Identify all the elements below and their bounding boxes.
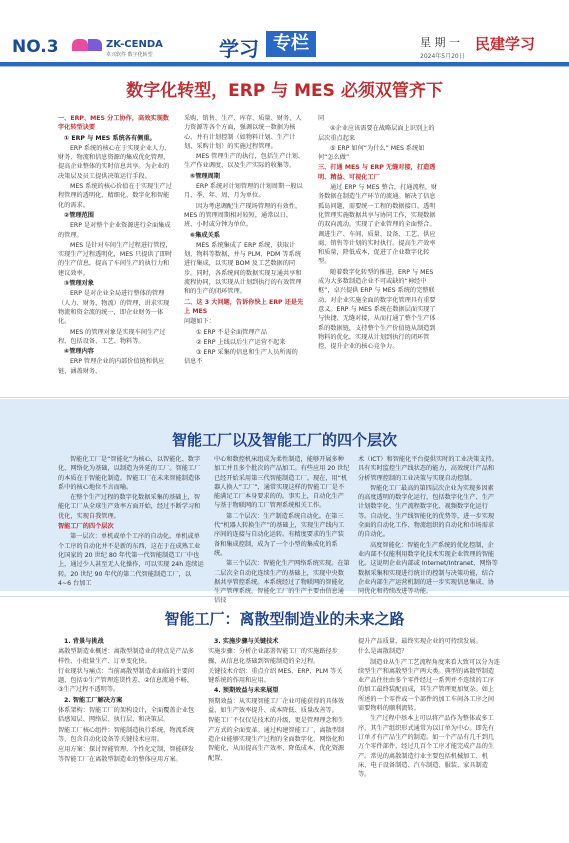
paragraph: 第一层次：单机或单个工序的自动化。单机或单个工序的自动化并不是新的东西，这在于在成熟工业化国家的 20 世纪 80 年代第一代智能制造工厂中也上，通过少人甚至无人化操作，可以实现 24h 连续运转。20 世纪 90 年代的第二代智能制造工厂，以 4~6 台加工	[58, 533, 204, 587]
point-heading: 3. 实施步骤与关键技术	[214, 638, 279, 645]
divider	[0, 397, 569, 398]
paragraph: ERP 系统的核心在于实现企业人力、财务、物流和信息资源的集成优化管理，提高企业整体的实时信息共享。为企业的决策层及员工提供决策运行手段。	[58, 144, 171, 180]
paragraph: 实施步骤：分析企业部署智能工厂的实施路径步骤，从信息化基础到智能制造的全过程。	[208, 648, 338, 665]
brand-logo-mark-icon	[88, 39, 102, 51]
paragraph: MES 管理生产的执行，包括生产计划、生产作业调度，以及生产实际的收集等。	[184, 153, 304, 170]
point-heading: ① ERP 与 MES 系统各有侧重。	[64, 134, 156, 142]
paragraph: 预期效益：从实现智能工厂企业可能获得的具体效益，如生产效率提升、成本降低、质量改善等。	[208, 697, 345, 715]
paragraph: 应用方案：探讨智能管理、个性化定制、智能研发等智能工厂在离散型制造业的整体应用方案。	[58, 746, 195, 763]
article-1-column-2	[184, 114, 304, 368]
paragraph: ERP 是对整个企业资源进行全面集成的管理。	[58, 222, 171, 239]
paragraph: 关键技术介绍：重点介绍 MES、ERP、PLM 等关键系统的作用和应用。	[208, 667, 343, 685]
paragraph: MES 是针对车间生产过程进行管控，实现生产过程透明化，MES 只提供了即时的生产信息，提高了车间生产的执行力和建议效率。	[58, 241, 173, 277]
paragraph: 离散型制造业概述：离散型制造业的特点是产品多样性、小批量生产、订单变化快。	[58, 648, 195, 665]
point-heading: 2. 智能工厂解决方案	[64, 696, 123, 704]
point-heading: 1. 背景与挑战	[64, 638, 104, 645]
point-heading: ③管理对象	[64, 280, 94, 288]
divider	[0, 596, 569, 597]
paragraph: 因为考虑调配生产现场管理的有效性，MES 的管理周期相对较短，通常以日、班、小时或分钟为单位。	[184, 202, 302, 229]
paragraph: 采购、销售、生产、库存、质量、财务、人力资源等各个方面，强调以统一数据为核心，并有计划控制（如物料计划、生产计划、采购计划）的实施过程管理。	[184, 115, 302, 150]
section-tag: 专栏	[266, 31, 316, 57]
paragraph: 第二个层次：生产制造系统自动化。在第三代“机器人转换生产”的基础上，实现生产线内工序间的连接与自动化运转。有精度要求的生产装备和集成控制，成为了一个小型的集成化的系统。	[214, 512, 345, 557]
article-3-column-1	[58, 637, 198, 765]
paragraph: 问题如下：	[184, 318, 215, 326]
point-heading: ⑤管理周期	[190, 172, 220, 180]
paragraph: ④企业应该需要在战略层面上识别上的层次重点起来	[318, 125, 435, 142]
issue-date: 2024年5月20日	[420, 53, 465, 60]
section-name: 学习	[219, 37, 259, 61]
paragraph: 智能工厂核心组件：智能制造执行系统、物流系统等、包含自动化设备等关键技术应用。	[58, 726, 195, 743]
subheading: 智能工厂的四个层次	[58, 523, 114, 531]
article-3-column-2	[208, 637, 348, 764]
point-heading: ②管理范围	[64, 211, 94, 219]
paragraph: 术（ICT）和智能化平台提供实时的工业决策支持。具有实时监控生产线状态的能力，高效统计产品和分析管理控制的工业决策与实现自动控制。	[358, 456, 498, 482]
paragraph: 同	[318, 115, 325, 122]
article-1-column-1	[58, 114, 174, 377]
point-heading: 4. 预期效益与未来展望	[214, 687, 279, 695]
brand-name: ZK-CENDA	[106, 39, 163, 50]
subheading: 二、这 3 大问题，告诉你快上 ERP 还是先上 MES	[184, 298, 304, 315]
paragraph: ERP 是对企业全局进行整体的管理（人力、财务、物流）的管理，讲求实现物流和资金流的统一，即企业财务一体化。	[58, 290, 170, 326]
paragraph: ERP 系统对计划管理的计划周期一般以月、季、年、周、月为单位。	[184, 183, 303, 200]
header-rule-thin	[0, 66, 569, 67]
issue-number: NO.3	[12, 37, 59, 57]
paragraph: ERP 管理企业的内部价值链和供应链，涵盖财务、	[58, 358, 165, 375]
article-2-title: 智能工厂以及智能工厂的四个层次	[171, 431, 397, 449]
paragraph: ⑤ ERP 如何“为什么” MES 系统如何“怎么做”	[318, 144, 425, 162]
paragraph: MES 系统的核心价值在于实现生产过程管理的透明化、精细化、数字化和智能化的需求。	[58, 183, 172, 209]
paragraph: MES 系统集成了 ERP 系统，获取计划、物料等数据，并与 PLM、PDM 等系统进行集成，以实现 BOM 及工艺数据的同步。同时，各系统间的数据实现互通共享和流程协同，以实现从计划到执行的有效管理和的生产的闭环管理。	[184, 241, 302, 296]
column-name: 民建学习	[475, 35, 536, 53]
subheading: 一、ERP、MES 分工协作，高效实现数字化转型诀要	[58, 115, 169, 132]
point-heading: ⑥集成关系	[190, 231, 220, 239]
article-2-column-1	[58, 455, 206, 589]
article-2-column-2	[214, 455, 350, 607]
paragraph: 生产过程中基本上可以将产品作为整体或多工序，其生产组织形式通常为以订单为中心。即先有订单才有产品生产的制造。如一个产品有几千到几万个零件部件，经过几百个工序才能完成产品的生产。常见的离散制造行业主要包括机械加工、机床、电子设备制造、汽车制造、服装、家具制造等。	[358, 715, 495, 779]
paragraph: 体系架构：智能工厂的架构设计，全面覆盖企业包括感知层、网络层、执行层、和决策层。	[58, 707, 195, 724]
article-3-column-3	[358, 637, 500, 780]
article-1-column-3	[318, 114, 438, 352]
paragraph: 高度智能化：智能化生产系统的优化控制，企业内部不仅能利用数字化技术实现企业管理的智能化。这说明企业内部或 Internet/Intranet、网络等数据采集和实现进行统计的控制与决策功能，结合企业内部生产运营机制的进一步实现信息集成、协同优化和持续改进等功能。	[358, 541, 498, 596]
brand-logo-icon	[72, 39, 88, 51]
paragraph: 什么是离散制造？	[358, 648, 408, 656]
paragraph: 制造业从生产工艺流程角度来看大致可以分为连续型生产和离散型生产两大类。典型的离散型制造业产品往往由多个零件经过一系列并不连续的工序的加工最终装配而成，其生产管理更加复杂。如上所述的一个零件或一个部件的加工车间各工序之间需要物料的顺利流转。	[358, 658, 500, 713]
paragraph: ① ERP 不是全面管理产品	[196, 328, 267, 336]
article-2-column-3	[358, 455, 498, 597]
point-heading: ④管理内容	[64, 348, 94, 356]
paragraph: 在整个生产过程的数字化数据采集的基础上，智能化工厂从全球生产效率方面开始，经过不断学习和优化，实现自我管理。	[58, 494, 201, 520]
paragraph: 随着数字化转型的推进，ERP 与 MES 成为大多数制造企业不可或缺的“神经中枢”，卓兴提供 ERP 与 MES 系统的完整联动，对企业实施全面的数字化管理具有重要意义。ERP 与 MES 系统在数据层面实现了与快捷、无缝对接，从而打通了整个生产体系的数据链，支持整个生产价值链从制造到物料的优化，实现从计划到执行的闭环管控，提升企业的核心竞争力。	[318, 268, 436, 351]
article-3-title: 智能工厂：离散型制造业的未来之路	[164, 610, 405, 628]
article-1-title: 数字化转型，ERP 与 MES 必须双管齐下	[126, 81, 443, 101]
subheading: 三、打通 MES 与 ERP 无缝对接，打造透明、精益、可视化工厂	[318, 164, 436, 181]
paragraph: MES 的管理对象是实现车间生产过程，包括设备、工艺、物料等。	[58, 328, 166, 345]
paragraph: 智能工厂不仅仅是技术的升级，更是管理理念和生产方式的全面变革。通过构建智能工厂，离散型制造企业能够实现生产过程的全面数字化、网络化和智能化，从而提高生产效率、降低成本、优化资源配置、	[208, 717, 345, 762]
paragraph: 中心和数控机床组成为柔性制造，能够开展多种加工并且多个批次的产品加工。有些应用 20 世纪已经开始采用第三代智能制造工厂。现在，用“机器人换人”工厂”，通常实现这样的智能工厂是不能满足工厂本身要求的的。事实上，自动化生产与基于物联网的工厂管理系统相关工作。	[214, 456, 350, 510]
paragraph: 第三个层次：智能化生产网络系统实现。在第二层次全自动化连续生产的基础上，实现中央数据共享管控系统。本系统经过了物联网的智能化生产管理系统。智能化工厂的生产主要由信息通信技	[214, 560, 350, 605]
paragraph: 智能化工厂最高的第四层次企业为实现多因素的高度透明的数字化运行，包括数字化生产、生产计划数字化、生产流程数字化、视频数字化运行等。自动化、生产线智能化的优势等，进一步实现全面的自动化工作、物流组织的自动化和市场需求的自动化。	[358, 484, 495, 539]
paragraph: 通过 ERP 与 MES 整合，打通流程，财务数据在制造生产环节的流通。解决了信息孤岛问题，需要统一工程的数据接口。透明化管理实施数据共享与协同工作，实现数据的双向流动。实现了企业管理的全面整合。调进生产、车间、质量、设备、工艺、供应商、销售等计划的实时执行。提高生产效率和质量，降低成本，促进了企业数字化转型。	[318, 184, 438, 266]
brand-subtitle: 卓兴软件 数字化转型	[106, 52, 153, 58]
paragraph: ③ ERP 采集的信息和生产人员所需的信息不	[184, 349, 298, 366]
page-header	[0, 0, 569, 66]
weekday: 星 期 一	[420, 36, 460, 49]
paragraph: 提升产品质量，最终实现企业的可持续发展。	[358, 638, 482, 645]
paragraph: 智能化工厂是“智能化”为核心，以智能化、数字化、网络化为基础，以制造为外延的工厂。智能工厂的本质在于智能化制造。智能工厂在未来智能制造体系中的核心地位不言而喻。	[58, 456, 201, 491]
paragraph: ② ERP 上线以后生产运营不起来	[196, 338, 286, 346]
paragraph: 行业现状与痛点：当前离散型制造业面临的主要问题，包括①生产管理连贯性差、②信息流通不畅、③生产过程不透明等。	[58, 667, 195, 694]
